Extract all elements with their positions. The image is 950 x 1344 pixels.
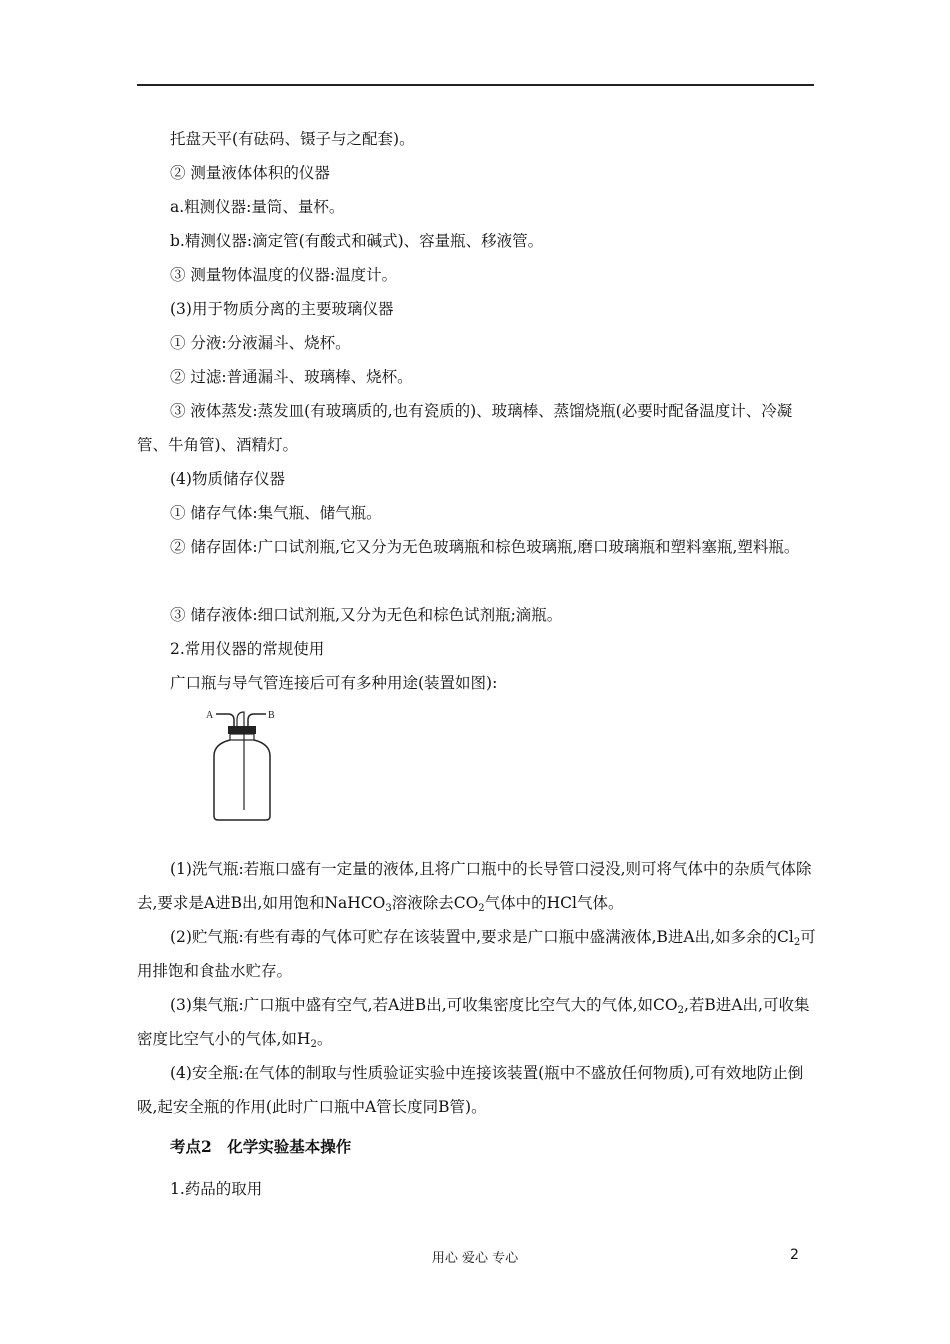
use-gas-collection: (3)集气瓶:广口瓶中盛有空气,若A进B出,可收集密度比空气大的气体,如$CO_2$,若B进A出,可收集密度比空气小的气体,如$H_2$。 bbox=[137, 996, 810, 1050]
subheading: 1.药品的取用 bbox=[170, 1180, 263, 1198]
page-number: 2 bbox=[790, 1247, 799, 1263]
text-line: ③ 储存液体:细口试剂瓶,又分为无色和棕色试剂瓶;滴瓶。 bbox=[170, 606, 563, 624]
text-line: ① 分液:分液漏斗、烧杯。 bbox=[170, 334, 351, 352]
text-line: ② 测量液体体积的仪器 bbox=[170, 164, 330, 182]
wide-mouth-bottle-figure bbox=[196, 698, 316, 826]
text-paragraph: ③ 液体蒸发:蒸发皿(有玻璃质的,也有瓷质的)、玻璃棒、蒸馏烧瓶(必要时配备温度计、冷凝管、牛角管)、酒精灯。 bbox=[137, 402, 793, 454]
text-line: (4)物质储存仪器 bbox=[170, 470, 285, 488]
text-paragraph: ② 储存固体:广口试剂瓶,它又分为无色玻璃瓶和棕色玻璃瓶,磨口玻璃瓶和塑料塞瓶,塑料瓶。 bbox=[170, 538, 800, 556]
text-line: a.粗测仪器:量筒、量杯。 bbox=[170, 198, 345, 216]
text-line: ② 过滤:普通漏斗、玻璃棒、烧杯。 bbox=[170, 368, 413, 386]
figure-label-a: A bbox=[206, 710, 214, 721]
use-gas-storage: (2)贮气瓶:有些有毒的气体可贮存在该装置中,要求是广口瓶中盛满液体,B进A出,如多余的$Cl_2$可用排饱和食盐水贮存。 bbox=[137, 928, 816, 980]
text-line: 托盘天平(有砝码、镊子与之配套)。 bbox=[170, 130, 415, 148]
text-line: 2.常用仪器的常规使用 bbox=[170, 640, 325, 658]
text-line: b.精测仪器:滴定管(有酸式和碱式)、容量瓶、移液管。 bbox=[170, 232, 544, 250]
text-line: ① 储存气体:集气瓶、储气瓶。 bbox=[170, 504, 382, 522]
section-heading: 考点2 化学实验基本操作 bbox=[170, 1137, 352, 1156]
figure-label-b: B bbox=[268, 710, 275, 721]
use-wash-bottle: (1)洗气瓶:若瓶口盛有一定量的液体,且将广口瓶中的长导管口浸没,则可将气体中的杂质气体除去,要求是A进B出,如用饱和NaHCO$_3$溶液除去$CO_2$气体中的HCl气体。 bbox=[137, 860, 812, 914]
header-rule bbox=[137, 84, 814, 86]
text-line: (3)用于物质分离的主要玻璃仪器 bbox=[170, 300, 394, 318]
footer-slogan: 用心 爱心 专心 bbox=[431, 1251, 519, 1266]
text-line: 广口瓶与导气管连接后可有多种用途(装置如图): bbox=[170, 674, 498, 692]
text-line: ③ 测量物体温度的仪器:温度计。 bbox=[170, 266, 398, 284]
use-safety-bottle: (4)安全瓶:在气体的制取与性质验证实验中连接该装置(瓶中不盛放任何物质),可有效地防止倒吸,起安全瓶的作用(此时广口瓶中A管长度同B管)。 bbox=[137, 1064, 804, 1116]
